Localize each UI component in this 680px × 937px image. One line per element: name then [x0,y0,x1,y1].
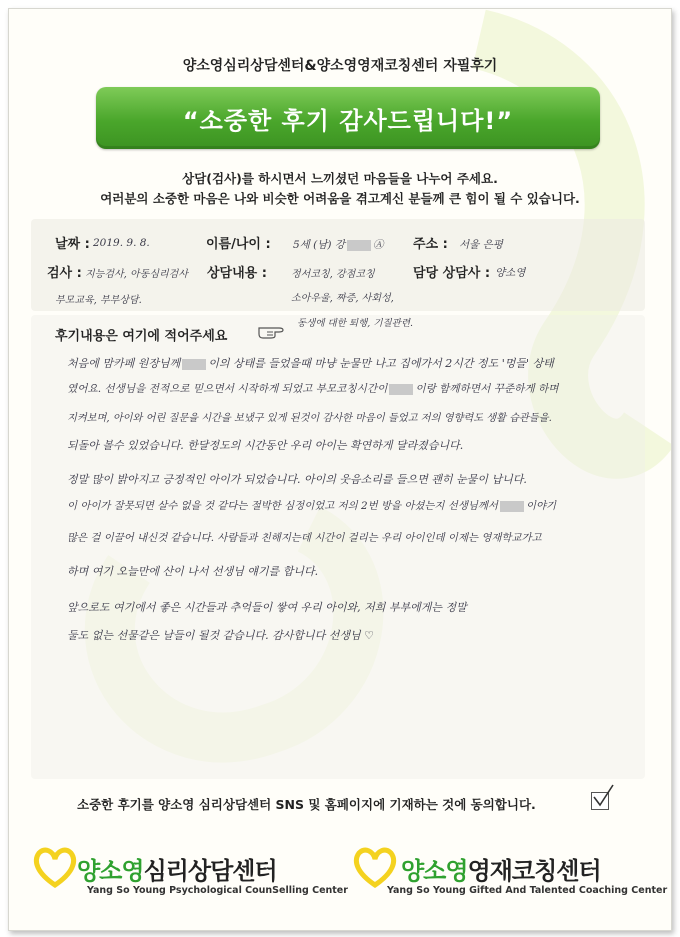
gifted-center-english-name: Yang So Young Gifted And Talented Coaching Center [387,885,668,896]
content-label: 상담내용 : [207,266,267,281]
redaction-block [182,359,206,370]
review-line: 하며 여기 오늘만에 산이 나서 선생님 얘기를 합니다. [67,565,319,578]
heart-logo-icon [31,845,79,889]
review-label: 후기내용은 여기에 적어주세요 [55,329,228,344]
gifted-center-logo: 양소영영재코칭센터 [401,857,601,885]
review-line: 둘도 없는 선물같은 날들이 될것 같습니다. 감사합니다 선생님 ♡ [67,629,374,642]
intro-line-2: 여러분의 소중한 마음은 나와 비슷한 어려움을 겪고계신 분들께 큰 힘이 될 수 있습니다. [100,191,580,206]
redaction-block [347,240,371,251]
name-age-label: 이름/나이 : [206,237,271,252]
test-value-2[interactable]: 부모교육, 부부상담. [55,295,142,306]
heart-logo-icon [351,845,399,889]
review-line: 정말 많이 밝아지고 긍정적인 아이가 되었습니다. 아이의 웃음소리를 들으면 괜히 눈물이 납니다. [67,473,527,486]
name-age-value[interactable]: 5세 (남) 강 Ⓐ [293,239,384,251]
counselor-value[interactable]: 양소영 [495,267,526,279]
review-line: 이 아이가 잘못되면 살수 없을 것 같다는 절박한 심정이었고 저의 2번 방을 아셨는지 선생님께서 이야기 [67,500,557,512]
date-value[interactable]: 2019. 9. 8. [93,237,150,249]
review-line: 였어요. 선생님을 전적으로 믿으면서 시작하게 되었고 부모코칭시간이 이랑 함께하면서 꾸준하게 하며 [67,383,559,395]
address-label: 주소 : [413,237,448,252]
psych-center-english-name: Yang So Young Psychological CounSelling Center [87,885,348,896]
address-value[interactable]: 서울 은평 [459,239,503,251]
counselor-label: 담당 상담사 : [413,266,491,281]
redaction-block [389,384,413,395]
psych-center-logo: 양소영심리상담센터 [77,857,277,885]
checkmark-icon [591,783,615,809]
date-label: 날짜 : [55,237,90,252]
review-line: 많은 걸 이끌어 내신것 같습니다. 사람들과 친해지는데 시간이 걸리는 우리 아이인데 이제는 영재학교가고 [67,532,542,544]
review-line: 되돌아 볼수 있었습니다. 한달정도의 시간동안 우리 아이는 확연하게 달라졌습니다. [67,439,464,452]
test-value-1[interactable]: 지능검사, 아동심리검사 [85,269,188,280]
intro-line-1: 상담(검사)를 하시면서 느끼셨던 마음들을 나누어 주세요. [182,171,498,186]
review-sheet [8,8,672,931]
content-value-2[interactable]: 소아우울, 짜증, 사회성, [291,293,394,304]
page-title: 양소영심리상담센터&양소영영재코칭센터 자필후기 [182,58,498,74]
redaction-block [500,501,524,512]
content-value-3[interactable]: 동생에 대한 퇴행, 기질관련. [297,318,414,329]
review-line: 지켜보며, 아이와 어린 질문을 시간을 보냈구 있게 된것이 감사한 마음이 들었고 저의 영향력도 생활 습관들을. [67,413,552,424]
pointing-hand-icon [257,320,291,340]
consent-text: 소중한 후기를 양소영 심리상담센터 SNS 및 홈페이지에 기재하는 것에 동의합니다. [77,797,536,812]
content-value-1[interactable]: 정서코칭, 강점코칭 [291,269,375,280]
review-line: 앞으로도 여기에서 좋은 시간들과 추억들이 쌓여 우리 아이와, 저희 부부에게는 정말 [67,601,467,614]
test-label: 검사 : [47,266,82,281]
review-line: 처음에 맘카페 원장님께 이의 상태를 들었을때 마냥 눈물만 나고 집에가서 2시간 정도 '멍들' 상태 [67,357,554,370]
thanks-banner: “소중한 후기 감사드립니다!” [96,87,600,149]
